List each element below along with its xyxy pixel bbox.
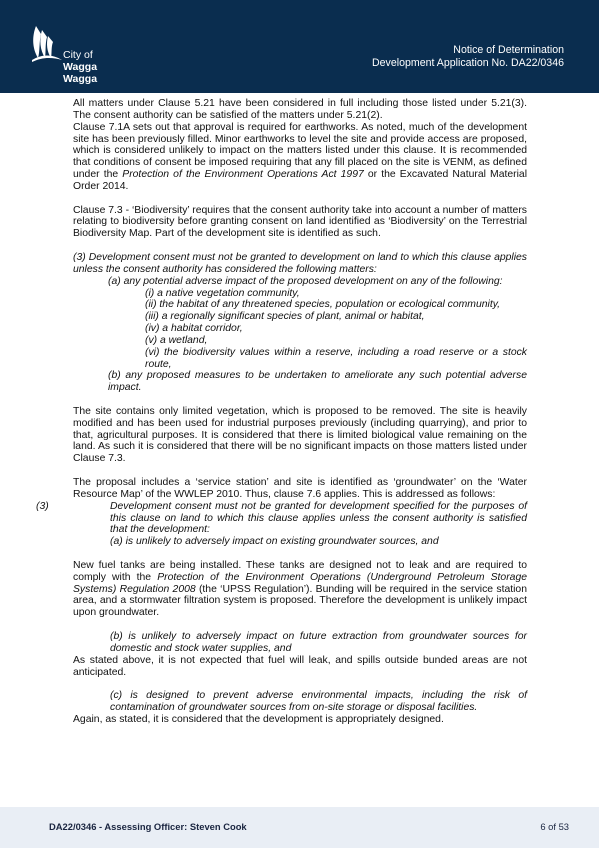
quote-list-item: (iv) a habitat corridor,: [145, 323, 243, 335]
city-logo: [30, 24, 130, 85]
quote-groundwater-3: [36, 500, 527, 548]
quote-subclause-3: (3) Development consent must not be granted to development on land to which this clause applies unless the consent authority has considered the following matters:: [73, 251, 527, 275]
quote-item-a: (a) any potential adverse impact of the proposed development on any of the following:: [108, 275, 503, 287]
clause-number: (3): [36, 500, 49, 512]
document-subtitle: Development Application No. DA22/0346: [372, 57, 564, 69]
quote-item-c: (c) is designed to prevent adverse environmental impacts, including the risk of contamination of groundwater sources from on-site storage or disposal facilities.: [110, 690, 527, 714]
quote-item-b: (b) is unlikely to adversely impact on future extraction from groundwater sources for domestic and stock water supplies, and: [110, 630, 527, 654]
text-run: Clause 7.1A sets out that approval is required for earthworks. As noted, much of the development site has been previously filled. Minor earthworks to level the site and provide access are proposed, which is considered unlikely to impact on the matters listed under this clause. It is recommended that conditions of consent be imposed requiring that any fill placed on the site is VENM, as defined under the: [73, 121, 527, 181]
page-footer: [0, 807, 599, 848]
paragraph-groundwater: The proposal includes a ‘service station’ and site is identified as ‘groundwater’ on the ‘Water Resource Map’ of the WWLEP 2010. Thus, clause 7.6 applies. This is addressed as follows:: [73, 477, 527, 500]
logo-wordmark: [63, 49, 130, 85]
quote-list-item: (vi) the biodiversity values within a reserve, including a road reserve or a stock route,: [145, 346, 527, 370]
text-run: (the ‘UPSS Regulation’). Bunding will be required in the service station area, and a stormwater filtration system is proposed. Therefore the development is unlikely impact upon groundwater.: [73, 583, 527, 619]
logo-line-2: Wagga Wagga: [63, 61, 98, 85]
document-title: Notice of Determination: [453, 44, 564, 56]
footer-reference: DA22/0346 - Assessing Officer: Steven Cook: [49, 821, 247, 832]
text-run: or the Excavated Natural Material Order 2014.: [73, 169, 528, 192]
quote-list-item: (v) a wetland,: [145, 334, 208, 346]
text-run: New fuel tanks are being installed. These tanks are designed not to leak and are required to comply with the: [73, 559, 527, 583]
quote-list-item: (ii) the habitat of any threatened species, population or ecological community,: [145, 299, 501, 311]
paragraph-fuel-tanks: [73, 560, 527, 619]
quote-item-a: (a) is unlikely to adversely impact on existing groundwater sources, and: [110, 536, 439, 548]
regulation-name: Protection of the Environment Operations (Underground Petroleum Storage Systems) Regulation 2008: [73, 571, 528, 595]
page-number: 6 of 53: [540, 821, 569, 832]
paragraph-clause-5-21: All matters under Clause 5.21 have been considered in full including those listed under 5.21(3). The consent authority can be satisfied of the matters under 5.21(2).: [73, 98, 527, 121]
quote-list-item: (i) a native vegetation community,: [145, 287, 300, 299]
paragraph-clause-7-1a: [73, 122, 527, 193]
quote-list-item: (iii) a regionally significant species of plant, animal or habitat,: [145, 311, 425, 323]
quote-text: Development consent must not be granted for development specified for the purposes of this clause on land to which this clause applies unless the consent authority is satisfied that the development:: [110, 500, 527, 536]
quote-item-b: (b) any proposed measures to be undertaken to ameliorate any such potential adverse impact.: [108, 370, 527, 394]
paragraph-conclusion: Again, as stated, it is considered that the development is appropriately designed.: [73, 713, 444, 725]
page-header: [0, 0, 599, 93]
document-heading: [372, 44, 564, 70]
paragraph-spills: As stated above, it is not expected that fuel will leak, and spills outside bunded areas are not anticipated.: [73, 654, 527, 678]
wave-logo-icon: [30, 24, 64, 64]
quote-list: [73, 288, 527, 371]
logo-line-1: City of: [63, 49, 93, 61]
document-body: [36, 98, 528, 726]
paragraph-clause-7-3: Clause 7.3 - ‘Biodiversity’ requires that the consent authority take into account a number of matters relating to biodiversity before granting consent on land identified as ‘Biodiversity’ on the Terrestrial Biodiversity Map. Part of the development site is identified as such.: [73, 204, 527, 240]
paragraph-vegetation: The site contains only limited vegetation, which is proposed to be removed. The site is heavily modified and has been used for industrial purposes previously (including quarrying), and prior to that, agricultural purposes. It is considered that there is limited biological value remaining on the land. As such it is considered that there will be no significant impacts on those matters listed under Clause 7.3.: [73, 405, 527, 465]
act-name: Protection of the Environment Operations Act 1997: [122, 169, 364, 181]
